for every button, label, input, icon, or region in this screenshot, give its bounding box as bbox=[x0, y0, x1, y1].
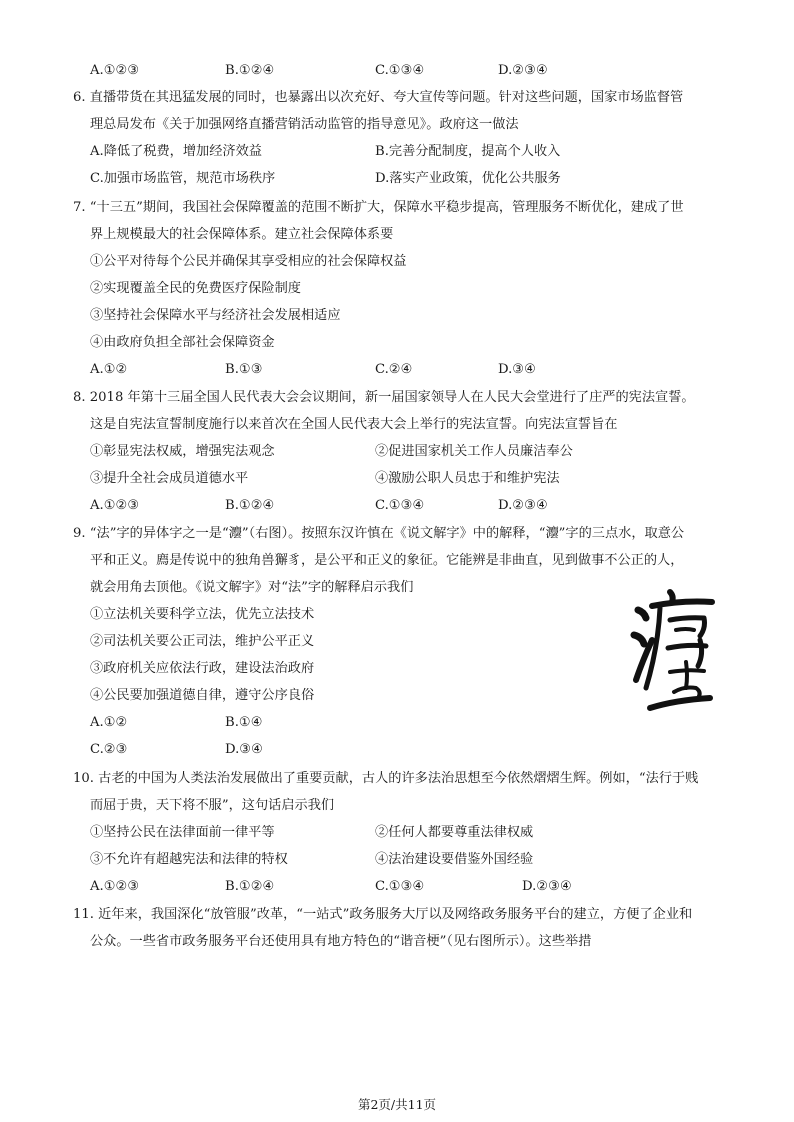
q8-stem-line2: 这是自宪法宣誓制度施行以来首次在全国人民代表大会上举行的宪法宣誓。向宪法宣誓旨在 bbox=[90, 417, 618, 432]
q7-item-4: ④由政府负担全部社会保障资金 bbox=[90, 335, 275, 350]
q10-items-row2 bbox=[90, 851, 730, 869]
q7-item-1: ①公平对待每个公民并确保其享受相应的社会保障权益 bbox=[90, 254, 407, 269]
q10-stem-line1: 10. 古老的中国为人类法治发展做出了重要贡献，古人的许多法治思想至今依然熠熠生辉。例如，“法行于贱 bbox=[73, 771, 699, 786]
q8-option-a: A.①②③ bbox=[90, 498, 140, 513]
q7-options bbox=[90, 361, 730, 379]
q7-stem-line1: 7. “十三五”期间，我国社会保障覆盖的范围不断扩大，保障水平稳步提高，管理服务不断优化，建成了世 bbox=[73, 200, 684, 215]
q5-option-d: D.②③④ bbox=[498, 63, 548, 78]
q7-option-b: B.①③ bbox=[225, 362, 263, 377]
q7-option-c: C.②④ bbox=[375, 362, 413, 377]
q5-option-a: A.①②③ bbox=[90, 63, 140, 78]
q9-option-c: C.②③ bbox=[90, 742, 128, 757]
q8-option-d: D.②③④ bbox=[498, 498, 548, 513]
q6-option-d: D.落实产业政策，优化公共服务 bbox=[375, 171, 561, 186]
q6-options-row1 bbox=[90, 143, 730, 161]
q8-items-row2 bbox=[90, 470, 730, 488]
q10-item-3: ③不允许有超越宪法和法律的特权 bbox=[90, 852, 288, 867]
q10-option-b: B.①②④ bbox=[225, 879, 275, 894]
q8-item-2: ②促进国家机关工作人员廉洁奉公 bbox=[375, 444, 573, 459]
q6-stem-line2: 理总局发布《关于加强网络直播营销活动监管的指导意见》。政府这一做法 bbox=[90, 117, 519, 132]
q10-item-4: ④法治建设要借鉴外国经验 bbox=[375, 852, 534, 867]
calligraphy-fa-variant-image bbox=[630, 580, 720, 720]
q8-item-1: ①彰显宪法权威，增强宪法观念 bbox=[90, 444, 275, 459]
q9-stem-line2: 平和正义。廌是传说中的独角兽獬豸，是公平和正义的象征。它能辨是非曲直，见到做事不公正的人， bbox=[90, 553, 684, 568]
q5-options bbox=[90, 62, 730, 80]
q11-stem-line2: 公众。一些省市政务服务平台还使用具有地方特色的“谐音梗”（见右图所示）。这些举措 bbox=[90, 934, 592, 949]
q8-stem-line1: 8. 2018 年第十三届全国人民代表大会会议期间，新一届国家领导人在人民大会堂进行了庄严的宪法宣誓。 bbox=[73, 390, 695, 405]
q9-option-d: D.③④ bbox=[225, 742, 263, 757]
q10-stem-line2: 而屈于贵，天下将不服”，这句话启示我们 bbox=[90, 798, 335, 813]
q8-item-4: ④激励公职人员忠于和维护宪法 bbox=[375, 471, 560, 486]
q9-options-row2 bbox=[90, 741, 390, 759]
q9-item-4: ④公民要加强道德自律，遵守公序良俗 bbox=[90, 688, 315, 703]
q8-option-c: C.①③④ bbox=[375, 498, 425, 513]
q9-item-3: ③政府机关应依法行政，建设法治政府 bbox=[90, 661, 315, 676]
q11-stem-line1: 11. 近年来，我国深化“放管服”改革，“一站式”政务服务大厅以及网络政务服务平台的建立，方便了企业和 bbox=[73, 907, 693, 922]
q5-option-b: B.①②④ bbox=[225, 63, 275, 78]
q10-items-row1 bbox=[90, 824, 730, 842]
q8-item-3: ③提升全社会成员道德水平 bbox=[90, 471, 249, 486]
q6-option-a: A.降低了税费，增加经济效益 bbox=[90, 144, 262, 159]
q7-option-a: A.①② bbox=[90, 362, 128, 377]
q8-options bbox=[90, 497, 730, 515]
q10-item-1: ①坚持公民在法律面前一律平等 bbox=[90, 825, 275, 840]
q9-option-a: A.①② bbox=[90, 715, 128, 730]
q10-option-c: C.①③④ bbox=[375, 879, 425, 894]
q7-item-3: ③坚持社会保障水平与经济社会发展相适应 bbox=[90, 308, 341, 323]
q9-options-row1 bbox=[90, 714, 390, 732]
q10-option-d: D.②③④ bbox=[522, 879, 572, 894]
q8-items-row1 bbox=[90, 443, 730, 461]
q9-item-1: ①立法机关要科学立法，优先立法技术 bbox=[90, 607, 315, 622]
q7-item-2: ②实现覆盖全民的免费医疗保险制度 bbox=[90, 281, 301, 296]
q9-stem-line3: 就会用角去顶他。《说文解字》对“法”字的解释启示我们 bbox=[90, 580, 414, 595]
q10-options bbox=[90, 878, 730, 896]
q6-options-row2 bbox=[90, 170, 730, 188]
q9-stem-line1: 9. “法”字的异体字之一是“灋”（右图）。按照东汉许慎在《说文解字》中的解释，“灋”字的三点水，取意公 bbox=[73, 526, 685, 541]
q8-option-b: B.①②④ bbox=[225, 498, 275, 513]
q10-option-a: A.①②③ bbox=[90, 879, 140, 894]
q9-option-b: B.①④ bbox=[225, 715, 263, 730]
q7-option-d: D.③④ bbox=[498, 362, 536, 377]
q5-option-c: C.①③④ bbox=[375, 63, 425, 78]
q6-stem-line1: 6. 直播带货在其迅猛发展的同时，也暴露出以次充好、夸大宣传等问题。针对这些问题，国家市场监督管 bbox=[73, 90, 684, 105]
q9-item-2: ②司法机关要公正司法，维护公平正义 bbox=[90, 634, 315, 649]
q7-stem-line2: 界上规模最大的社会保障体系。建立社会保障体系要 bbox=[90, 227, 394, 242]
q10-item-2: ②任何人都要尊重法律权威 bbox=[375, 825, 534, 840]
page-number: 第2页/共11页 bbox=[357, 1097, 437, 1112]
q6-option-b: B.完善分配制度，提高个人收入 bbox=[375, 144, 561, 159]
q6-option-c: C.加强市场监管，规范市场秩序 bbox=[90, 171, 276, 186]
